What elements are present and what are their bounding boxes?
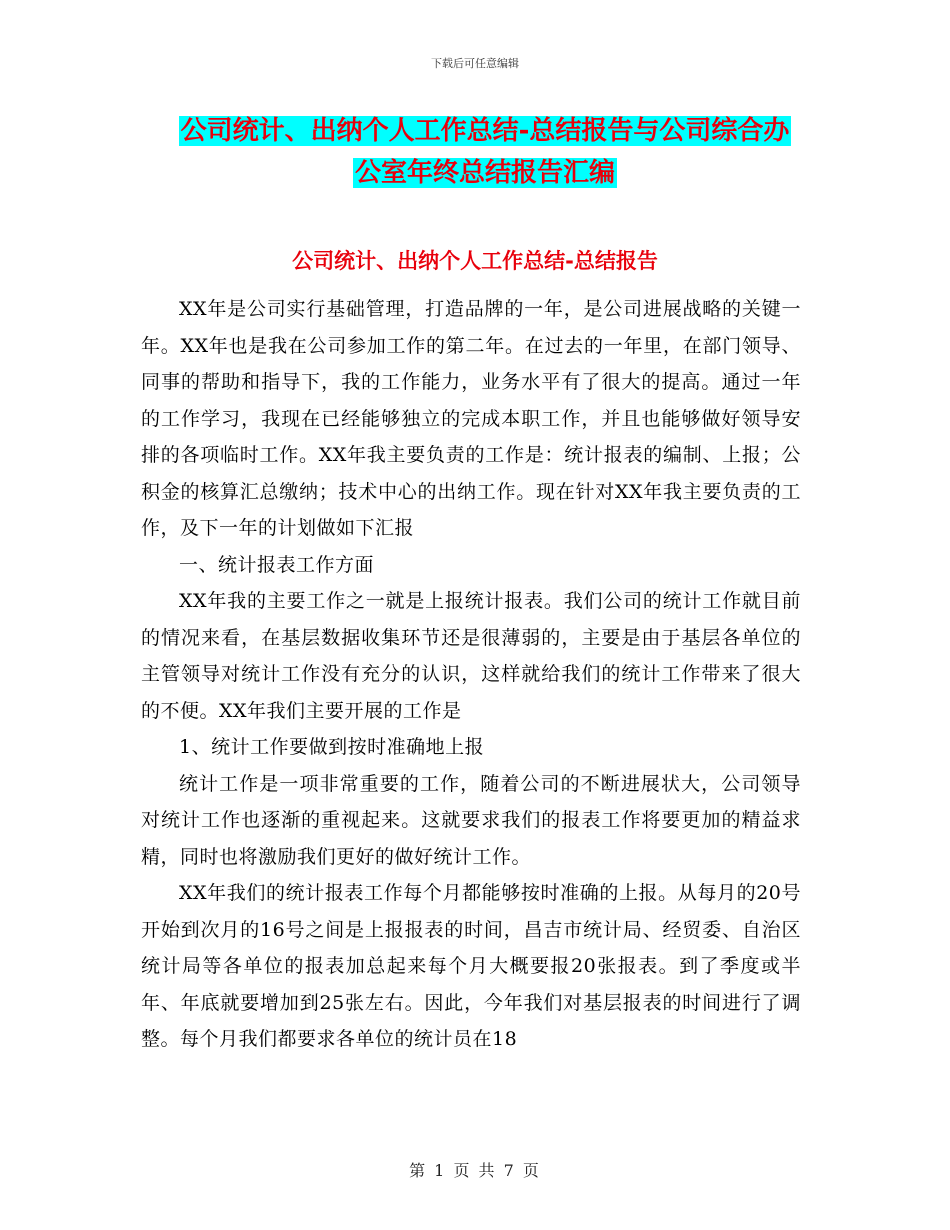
paragraph-subheading: 1、统计工作要做到按时准确地上报 bbox=[179, 736, 485, 758]
document-body bbox=[141, 291, 801, 1058]
paragraph-heading: 一、统计报表工作方面 bbox=[179, 553, 375, 576]
page-header-note: 下载后可任意编辑 bbox=[431, 57, 519, 70]
page-number-footer: 第 1 页 共 7 页 bbox=[409, 1161, 541, 1180]
paragraph: XX年是公司实行基础管理，打造品牌的一年，是公司进展战略的关键一年。XX年也是我在公司参加工作的第二年。在过去的一年里，在部门领导、同事的帮助和指导下，我的工作能力，业务水平有了很大的提高。通过一年的工作学习，我现在已经能够独立的完成本职工作，并且也能够做好领导安排的各项临时工作。XX年我主要负责的工作是：统计报表的编制、上报；公积金的核算汇总缴纳；技术中心的出纳工作。现在针对XX年我主要负责的工作，及下一年的计划做如下汇报 bbox=[141, 298, 801, 539]
paragraph: 统计工作是一项非常重要的工作，随着公司的不断进展状大，公司领导对统计工作也逐渐的重视起来。这就要求我们的报表工作将要更加的精益求精，同时也将激励我们更好的做好统计工作。 bbox=[141, 772, 801, 868]
paragraph: XX年我们的统计报表工作每个月都能够按时准确的上报。从每月的20号开始到次月的16号之间是上报报表的时间，昌吉市统计局、经贸委、自治区统计局等各单位的报表加总起来每个月大概要报20张报表。到了季度或半年、年底就要增加到25张左右。因此，今年我们对基层报表的时间进行了调整。每个月我们都要求各单位的统计员在18 bbox=[141, 882, 801, 1050]
section-title: 公司统计、出纳个人工作总结-总结报告 bbox=[292, 249, 658, 273]
document-title-line-1: 公司统计、出纳个人工作总结-总结报告与公司综合办 bbox=[180, 116, 790, 146]
document-title-line-2: 公室年终总结报告汇编 bbox=[354, 158, 615, 188]
paragraph: XX年我的主要工作之一就是上报统计报表。我们公司的统计工作就目前的情况来看，在基层数据收集环节还是很薄弱的，主要是由于基层各单位的主管领导对统计工作没有充分的认识，这样就给我们的统计工作带来了很大的不便。XX年我们主要开展的工作是 bbox=[141, 590, 801, 722]
document-title bbox=[140, 110, 830, 194]
